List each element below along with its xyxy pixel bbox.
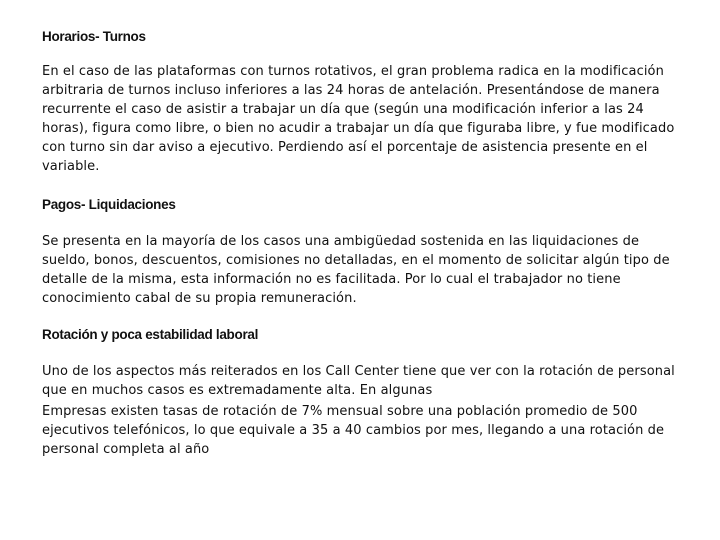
section-heading-horarios-turnos: Horarios- Turnos — [42, 29, 146, 44]
paragraph-horarios-turnos: En el caso de las plataformas con turnos rotativos, el gran problema radica en la modificación arbitraria de turnos incluso inferiores a las 24 horas de antelación. Presentándose de manera recurrente el caso de asistir a trabajar un día que (según una modificación inferior a las 24 horas), figura como libre, o bien no acudir a trabajar un día que figuraba libre, y fue modificado con turno sin dar aviso a ejecutivo. Perdiendo así el porcentaje de asistencia presente en el variable. — [42, 64, 675, 174]
section-heading-pagos-liquidaciones: Pagos- Liquidaciones — [42, 197, 176, 212]
paragraph-rotacion-2: Empresas existen tasas de rotación de 7% mensual sobre una población promedio de 500 ejecutivos telefónicos, lo que equivale a 35 a 40 cambios por mes, llegando a una rotación de personal completa al año — [42, 404, 665, 457]
document-body — [42, 28, 677, 459]
section-heading-rotacion: Rotación y poca estabilidad laboral — [42, 327, 259, 342]
paragraph-rotacion-1: Uno de los aspectos más reiterados en los Call Center tiene que ver con la rotación de personal que en muchos casos es extremadamente alta. En algunas — [42, 364, 675, 398]
paragraph-pagos-liquidaciones: Se presenta en la mayoría de los casos una ambigüedad sostenida en las liquidaciones de sueldo, bonos, descuentos, comisiones no detalladas, en el momento de solicitar algún tipo de detalle de la misma, esta información no es facilitada. Por lo cual el trabajador no tiene conocimiento cabal de su propia remuneración. — [42, 234, 670, 306]
